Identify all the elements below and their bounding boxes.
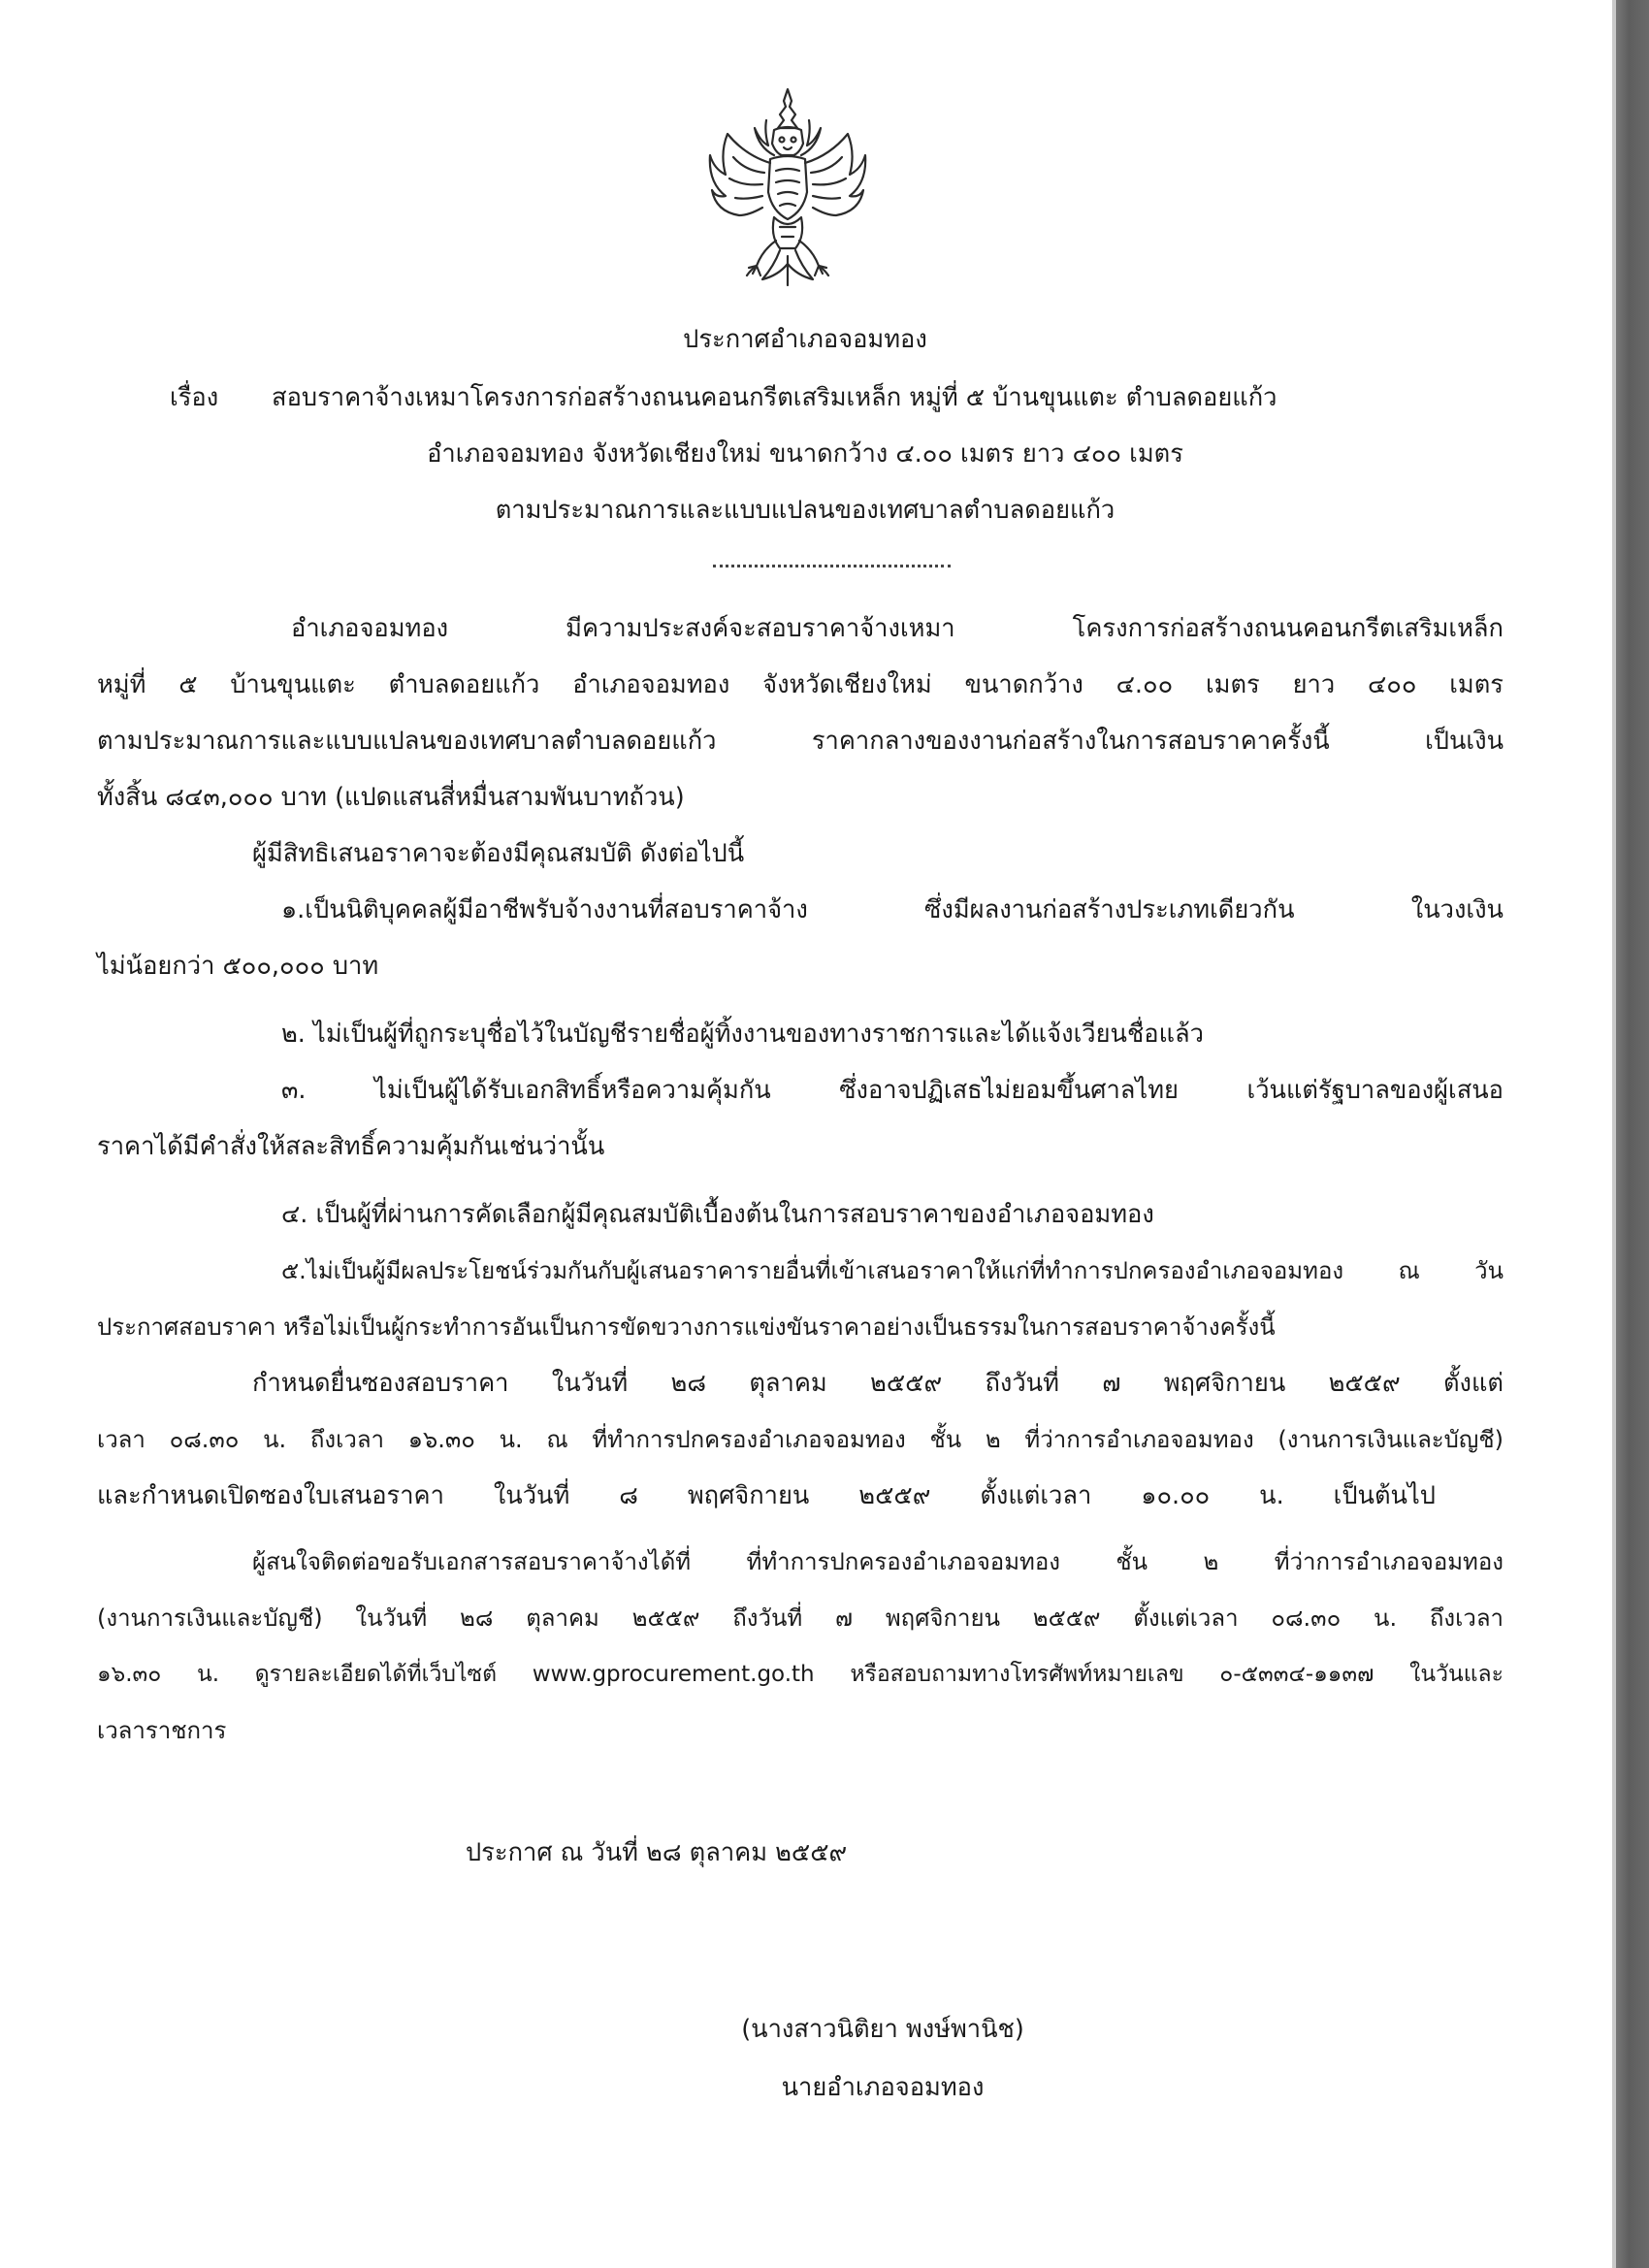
para1-line-3: ตามประมาณการและแบบแปลนของเทศบาลตำบลดอยแก้ว ราคากลางของงานก่อสร้างในการสอบราคาครั้งนี้ เป็นเงิน bbox=[97, 727, 1504, 756]
scan-edge bbox=[1616, 0, 1649, 2268]
qualification-2: ๒. ไม่เป็นผู้ที่ถูกระบุชื่อไว้ในบัญชีรายชื่อผู้ทิ้งงานของทางราชการและได้แจ้งเวียนชื่อแล้ว bbox=[281, 1020, 1204, 1049]
qualification-5-line-2: ประกาศสอบราคา หรือไม่เป็นผู้กระทำการอันเป็นการขัดขวางการแข่งขันราคาอย่างเป็นธรรมในการสอบราคาจ้างครั้งนี้ bbox=[97, 1313, 1276, 1341]
garuda-emblem-icon bbox=[706, 85, 869, 291]
contact-line-1: ผู้สนใจติดต่อขอรับเอกสารสอบราคาจ้างได้ที่ ที่ทำการปกครองอำเภอจอมทอง ชั้น ๒ ที่ว่าการอำเภอจอมทอง bbox=[252, 1548, 1504, 1575]
dotted-separator bbox=[713, 565, 951, 567]
qualification-4: ๔. เป็นผู้ที่ผ่านการคัดเลือกผู้มีคุณสมบัติเบื้องต้นในการสอบราคาของอำเภอจอมทอง bbox=[281, 1200, 1154, 1229]
contact-line-4: เวลาราชการ bbox=[97, 1717, 227, 1744]
subject-label: เรื่อง bbox=[170, 383, 219, 412]
schedule-line-2: เวลา ๐๘.๓๐ น. ถึงเวลา ๑๖.๓๐ น. ณ ที่ทำการปกครองอำเภอจอมทอง ชั้น ๒ ที่ว่าการอำเภอจอมทอง (งานการเงินและบัญชี) bbox=[97, 1426, 1504, 1453]
qualifications-intro: ผู้มีสิทธิเสนอราคาจะต้องมีคุณสมบัติ ดังต่อไปนี้ bbox=[252, 839, 745, 868]
contact-line-2: (งานการเงินและบัญชี) ในวันที่ ๒๘ ตุลาคม ๒๕๕๙ ถึงวันที่ ๗ พฤศจิกายน ๒๕๕๙ ตั้งแต่เวลา ๐๘.๓๐ น. ถึงเวลา bbox=[97, 1604, 1504, 1632]
contact-line-3: ๑๖.๓๐ น. ดูรายละเอียดได้ที่เว็บไซต์ www.gprocurement.go.th หรือสอบถามทางโทรศัพท์หมายเลข ๐-๕๓๓๔-๑๑๓๗ ในวันและ bbox=[97, 1662, 1504, 1687]
subject-line-2: อำเภอจอมทอง จังหวัดเชียงใหม่ ขนาดกว้าง ๔.๐๐ เมตร ยาว ๔๐๐ เมตร bbox=[427, 439, 1183, 469]
para1-line-2: หมู่ที่ ๕ บ้านขุนแตะ ตำบลดอยแก้ว อำเภอจอมทอง จังหวัดเชียงใหม่ ขนาดกว้าง ๔.๐๐ เมตร ยาว ๔๐๐ เมตร bbox=[97, 670, 1504, 699]
subject-line-3: ตามประมาณการและแบบแปลนของเทศบาลตำบลดอยแก้ว bbox=[495, 496, 1116, 525]
signer-title: นายอำเภอจอมทอง bbox=[781, 2073, 985, 2102]
qualification-3-line-1: ๓. ไม่เป็นผู้ได้รับเอกสิทธิ์หรือความคุ้มกัน ซึ่งอาจปฏิเสธไม่ยอมขึ้นศาลไทย เว้นแต่รัฐบาลของผู้เสนอ bbox=[281, 1076, 1504, 1105]
subject-line-1: สอบราคาจ้างเหมาโครงการก่อสร้างถนนคอนกรีตเสริมเหล็ก หมู่ที่ ๕ บ้านขุนแตะ ตำบลดอยแก้ว bbox=[272, 383, 1277, 412]
qualification-1-line-2: ไม่น้อยกว่า ๕๐๐,๐๐๐ บาท bbox=[97, 952, 379, 981]
schedule-line-1: กำหนดยื่นซองสอบราคา ในวันที่ ๒๘ ตุลาคม ๒๕๕๙ ถึงวันที่ ๗ พฤศจิกายน ๒๕๕๙ ตั้งแต่ bbox=[252, 1369, 1504, 1398]
qualification-1-line-1: ๑.เป็นนิติบุคคลผู้มีอาชีพรับจ้างงานที่สอบราคาจ้าง ซึ่งมีผลงานก่อสร้างประเภทเดียวกัน ในวงเงิน bbox=[281, 895, 1504, 924]
para1-line-1: อำเภอจอมทอง มีความประสงค์จะสอบราคาจ้างเหมา โครงการก่อสร้างถนนคอนกรีตเสริมเหล็ก bbox=[291, 614, 1504, 643]
announcement-title: ประกาศอำเภอจอมทอง bbox=[683, 325, 927, 354]
para1-line-4: ทั้งสิ้น ๘๔๓,๐๐๐ บาท (แปดแสนสี่หมื่นสามพันบาทถ้วน) bbox=[97, 783, 685, 812]
signer-name: (นางสาวนิติยา พงษ์พานิช) bbox=[741, 2015, 1024, 2044]
qualification-3-line-2: ราคาได้มีคำสั่งให้สละสิทธิ์ความคุ้มกันเช่นว่านั้น bbox=[97, 1132, 605, 1161]
schedule-line-3: และกำหนดเปิดซองใบเสนอราคา ในวันที่ ๘ พฤศจิกายน ๒๕๕๙ ตั้งแต่เวลา ๑๐.๐๐ น. เป็นต้นไป bbox=[97, 1481, 1436, 1510]
announcement-date: ประกาศ ณ วันที่ ๒๘ ตุลาคม ๒๕๕๙ bbox=[466, 1838, 848, 1867]
qualification-5-line-1: ๕.ไม่เป็นผู้มีผลประโยชน์ร่วมกันกับผู้เสนอราคารายอื่นที่เข้าเสนอราคาให้แก่ที่ทำการปกครองอำเภอจอมทอง ณ วัน bbox=[281, 1257, 1504, 1284]
